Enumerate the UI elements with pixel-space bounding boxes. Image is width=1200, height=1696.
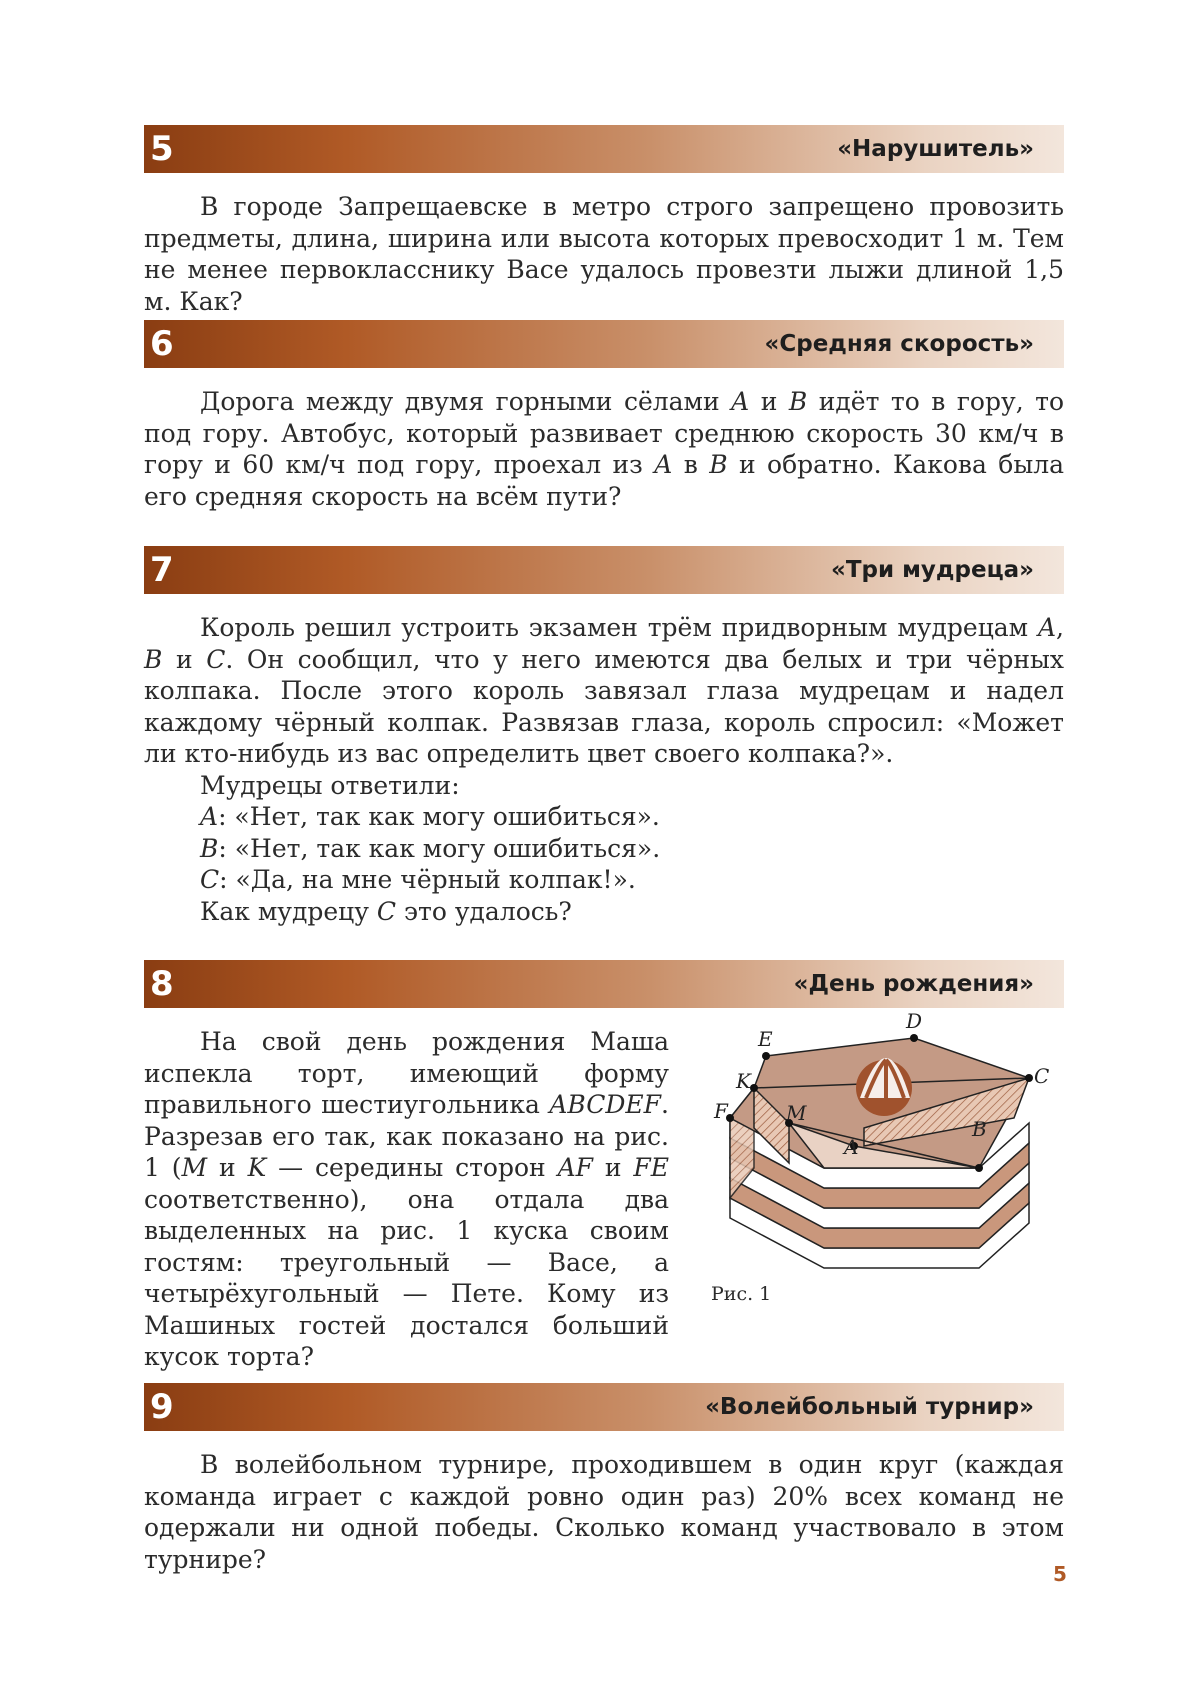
vertex-c [1025,1074,1033,1082]
problem-number: 6 [150,324,174,364]
label-b: B [972,1117,987,1141]
vertex-b [975,1164,983,1172]
label-d: D [906,1009,923,1033]
vertex-e [762,1052,770,1060]
answer-line: A: «Нет, так как могу ошибиться». [200,802,660,831]
page-number: 5 [1053,1562,1067,1586]
problem-text: На свой день рождения Маша испекла торт, имеющий форму правильного шестиугольника ABCDEF. Разрезав его так, как показано на рис. 1 (M и K — середины сторон AF и FE соответственно), она отдала два выделенных на рис. 1 куска своим гостям: треугольный — Васе, а четырёхугольный — Пете. Кому из Машиных гостей достался больший кусок торта? [144,1027,670,1371]
problem-number: 5 [150,129,174,169]
problem-text: В городе Запрещаевске в метро строго запрещено провозить предметы, длина, ширина или высота которых превосходит 1 м. Тем не менее первокласснику Васе удалось провезти лыжи длиной 1,5 м. Как? [144,192,1064,316]
label-c: C [1034,1064,1050,1088]
label-a: A [844,1135,859,1159]
answer-line: B: «Нет, так как могу ошибиться». [200,833,661,863]
answers-intro: Мудрецы ответили: [200,770,460,800]
problem-header [144,125,1064,173]
problem-text: Король решил устроить экзамен трём придворным мудрецам A, B и C. Он сообщил, что у него имеются два белых и три чёрных колпака. После этого король завязал глаза мудрецам и надел каждому чёрный колпак. Развязав глаза, король спросил: «Может ли кто-нибудь из вас определить цвет своего колпака?». [144,613,1064,768]
problem-7 [144,546,1064,927]
label-m: M [786,1101,807,1125]
problem-number: 8 [150,964,174,1004]
problem-8 [144,960,1064,1373]
problem-title: «Нарушитель» [837,136,1034,162]
problem-title: «Средняя скорость» [764,331,1034,357]
problem-text: Дорога между двумя горными сёлами A и B идёт то в гору, то под гору. Автобус, который развивает среднюю скорость 30 км/ч в гору и 60 км/ч под гору, проехал из A в B и обратно. Какова была его средняя скорость на всём пути? [144,387,1065,511]
figure-caption: Рис. 1 [711,1283,772,1305]
problem-number: 7 [150,550,174,590]
label-f: F [714,1099,728,1123]
problem-9 [144,1383,1064,1575]
hexagonal-cake-drawing [714,1009,1064,1258]
problem-title: «День рождения» [793,971,1034,997]
vertex-d [910,1034,918,1042]
label-e: E [758,1027,773,1051]
problem-header [144,1383,1064,1431]
vertex-k [750,1084,758,1092]
problem-5 [144,125,1064,317]
problem-6 [144,320,1064,512]
problem-header [144,960,1064,1008]
problem-text: В волейбольном турнире, проходившем в один круг (каждая команда играет с каждой ровно один раз) 20% всех команд не одержали ни одной победы. Сколько команд участвовало в этом турнире? [144,1450,1064,1574]
problem-title: «Три мудреца» [831,557,1034,583]
problem-header [144,320,1064,368]
problem-title: «Волейбольный турнир» [705,1394,1034,1420]
answer-line: C: «Да, на мне чёрный колпак!». [200,865,636,894]
problem-number: 9 [150,1387,174,1427]
question-line: Как мудрецу C это удалось? [200,896,572,926]
problem-header [144,546,1064,594]
cake-figure [714,1009,1064,1262]
label-k: K [736,1069,751,1093]
